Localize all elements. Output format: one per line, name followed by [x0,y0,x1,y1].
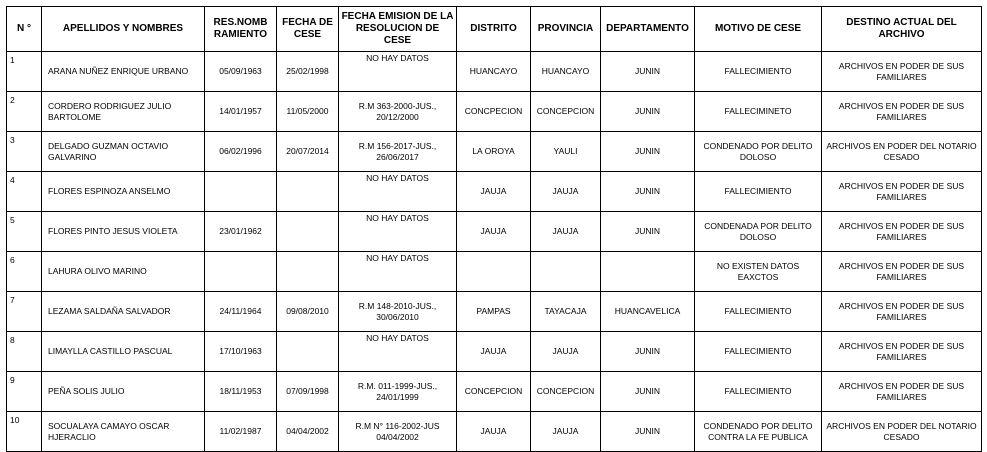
province-cell: CONCEPCION [531,92,601,132]
row-number-cell: 2 [7,92,42,132]
row-number-cell: 3 [7,132,42,172]
notary-name-cell: PEÑA SOLIS JULIO [42,372,205,412]
province-cell: JAUJA [531,172,601,212]
archive-destination-cell: ARCHIVOS EN PODER DE SUS FAMILIARES [822,172,982,212]
notary-name-cell: LIMAYLLA CASTILLO PASCUAL [42,332,205,372]
department-cell: JUNIN [601,52,695,92]
cessation-reason-cell: FALLECIMIENTO [695,332,822,372]
appointment-date-cell [205,252,277,292]
province-cell: CONCEPCION [531,372,601,412]
district-cell: JAUJA [457,332,531,372]
row-number-cell: 7 [7,292,42,332]
archive-destination-cell: ARCHIVOS EN PODER DE SUS FAMILIARES [822,332,982,372]
header-appointment-resolution: RES.NOMB RAMIENTO [205,7,277,52]
department-cell: JUNIN [601,372,695,412]
department-cell: JUNIN [601,172,695,212]
resolution-info-cell: R.M N° 116-2002-JUS 04/04/2002 [339,412,457,452]
notaries-table-container [6,6,982,452]
appointment-date-cell [205,172,277,212]
notary-name-cell: DELGADO GUZMAN OCTAVIO GALVARINO [42,132,205,172]
row-number-cell: 8 [7,332,42,372]
province-cell: JAUJA [531,332,601,372]
header-department: DEPARTAMENTO [601,7,695,52]
district-cell [457,252,531,292]
district-cell: CONCEPCION [457,372,531,412]
table-header-row [7,7,982,52]
archive-destination-cell: ARCHIVOS EN PODER DE SUS FAMILIARES [822,52,982,92]
appointment-date-cell: 14/01/1957 [205,92,277,132]
province-cell: HUANCAYO [531,52,601,92]
header-number: N ° [7,7,42,52]
department-cell: JUNIN [601,92,695,132]
row-number-cell: 6 [7,252,42,292]
archive-destination-cell: ARCHIVOS EN PODER DE SUS FAMILIARES [822,292,982,332]
department-cell: JUNIN [601,332,695,372]
department-cell: JUNIN [601,212,695,252]
cessation-reason-cell: FALLECIMIENTO [695,52,822,92]
cessation-reason-cell: CONDENADO POR DELITO DOLOSO [695,132,822,172]
district-cell: JAUJA [457,212,531,252]
cessation-date-cell [277,172,339,212]
district-cell: PAMPAS [457,292,531,332]
row-number-cell: 9 [7,372,42,412]
cessation-records-table [6,6,982,452]
department-cell: JUNIN [601,412,695,452]
cessation-date-cell: 04/04/2002 [277,412,339,452]
resolution-info-cell: R.M. 011-1999-JUS., 24/01/1999 [339,372,457,412]
header-district: DISTRITO [457,7,531,52]
department-cell: HUANCAVELICA [601,292,695,332]
resolution-info-cell: NO HAY DATOS [339,172,457,212]
row-number-cell: 10 [7,412,42,452]
header-archive-destination: DESTINO ACTUAL DEL ARCHIVO [822,7,982,52]
province-cell: JAUJA [531,412,601,452]
department-cell [601,252,695,292]
table-row [7,332,982,372]
row-number-cell: 4 [7,172,42,212]
table-row [7,212,982,252]
header-names: APELLIDOS Y NOMBRES [42,7,205,52]
district-cell: JAUJA [457,172,531,212]
header-province: PROVINCIA [531,7,601,52]
table-row [7,172,982,212]
table-row [7,372,982,412]
archive-destination-cell: ARCHIVOS EN PODER DE SUS FAMILIARES [822,92,982,132]
notary-name-cell: SOCUALAYA CAMAYO OSCAR HJERACLIO [42,412,205,452]
province-cell: JAUJA [531,212,601,252]
notary-name-cell: LEZAMA SALDAÑA SALVADOR [42,292,205,332]
header-cessation-date: FECHA DE CESE [277,7,339,52]
district-cell: HUANCAYO [457,52,531,92]
notary-name-cell: FLORES PINTO JESUS VIOLETA [42,212,205,252]
resolution-info-cell: R.M 148-2010-JUS., 30/06/2010 [339,292,457,332]
archive-destination-cell: ARCHIVOS EN PODER DE SUS FAMILIARES [822,372,982,412]
district-cell: JAUJA [457,412,531,452]
cessation-date-cell: 09/08/2010 [277,292,339,332]
archive-destination-cell: ARCHIVOS EN PODER DE SUS FAMILIARES [822,252,982,292]
header-resolution-issue-date: FECHA EMISION DE LA RESOLUCION DE CESE [339,7,457,52]
notary-name-cell: CORDERO RODRIGUEZ JULIO BARTOLOME [42,92,205,132]
cessation-reason-cell: NO EXISTEN DATOS EAXCTOS [695,252,822,292]
province-cell [531,252,601,292]
cessation-date-cell: 25/02/1998 [277,52,339,92]
province-cell: YAULI [531,132,601,172]
archive-destination-cell: ARCHIVOS EN PODER DEL NOTARIO CESADO [822,132,982,172]
cessation-reason-cell: FALLECIMINETO [695,92,822,132]
row-number-cell: 1 [7,52,42,92]
cessation-reason-cell: FALLECIMIENTO [695,172,822,212]
cessation-date-cell [277,212,339,252]
notary-name-cell: ARANA NUÑEZ ENRIQUE URBANO [42,52,205,92]
appointment-date-cell: 17/10/1963 [205,332,277,372]
table-row [7,92,982,132]
appointment-date-cell: 24/11/1964 [205,292,277,332]
appointment-date-cell: 18/11/1953 [205,372,277,412]
cessation-reason-cell: CONDENADO POR DELITO CONTRA LA FE PUBLICA [695,412,822,452]
table-row [7,52,982,92]
cessation-date-cell [277,332,339,372]
cessation-reason-cell: CONDENADA POR DELITO DOLOSO [695,212,822,252]
appointment-date-cell: 11/02/1987 [205,412,277,452]
table-row [7,292,982,332]
cessation-date-cell: 20/07/2014 [277,132,339,172]
resolution-info-cell: NO HAY DATOS [339,252,457,292]
table-row [7,132,982,172]
appointment-date-cell: 06/02/1996 [205,132,277,172]
notary-name-cell: FLORES ESPINOZA ANSELMO [42,172,205,212]
cessation-date-cell: 07/09/1998 [277,372,339,412]
cessation-reason-cell: FALLECIMIENTO [695,292,822,332]
cessation-date-cell: 11/05/2000 [277,92,339,132]
province-cell: TAYACAJA [531,292,601,332]
district-cell: CONCPECION [457,92,531,132]
resolution-info-cell: R.M 363-2000-JUS., 20/12/2000 [339,92,457,132]
cessation-date-cell [277,252,339,292]
header-cessation-reason: MOTIVO DE CESE [695,7,822,52]
table-row [7,252,982,292]
notary-name-cell: LAHURA OLIVO MARINO [42,252,205,292]
archive-destination-cell: ARCHIVOS EN PODER DEL NOTARIO CESADO [822,412,982,452]
archive-destination-cell: ARCHIVOS EN PODER DE SUS FAMILIARES [822,212,982,252]
district-cell: LA OROYA [457,132,531,172]
resolution-info-cell: NO HAY DATOS [339,212,457,252]
resolution-info-cell: NO HAY DATOS [339,332,457,372]
resolution-info-cell: R.M 156-2017-JUS., 26/06/2017 [339,132,457,172]
resolution-info-cell: NO HAY DATOS [339,52,457,92]
appointment-date-cell: 23/01/1962 [205,212,277,252]
row-number-cell: 5 [7,212,42,252]
appointment-date-cell: 05/09/1963 [205,52,277,92]
cessation-reason-cell: FALLECIMIENTO [695,372,822,412]
department-cell: JUNIN [601,132,695,172]
